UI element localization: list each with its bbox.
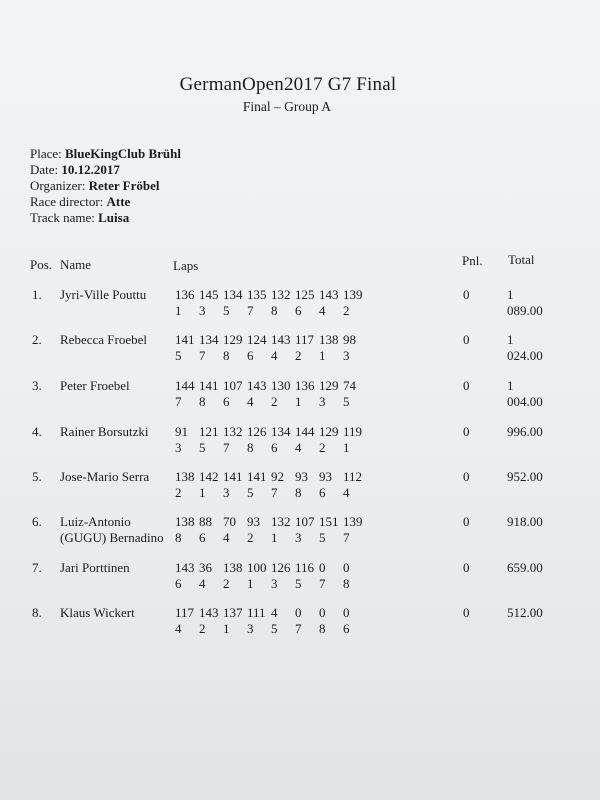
total-line: 918.00	[507, 514, 543, 529]
lane-number: 6	[295, 303, 302, 318]
lap-count: 144	[295, 424, 315, 439]
row-position: 6.	[32, 514, 42, 529]
lap-count: 0	[343, 560, 350, 575]
row-position: 7.	[32, 560, 42, 575]
lane-number: 5	[271, 621, 278, 636]
total-line: 024.00	[507, 348, 543, 363]
row-driver-name	[60, 469, 149, 485]
lap-counts-line	[175, 378, 367, 394]
row-penalty: 0	[463, 424, 470, 439]
row-penalty: 0	[463, 560, 470, 575]
lane-number: 1	[271, 530, 278, 545]
lap-count: 132	[271, 287, 291, 302]
row-total	[507, 287, 555, 319]
row-total	[507, 332, 555, 364]
row-total	[507, 605, 555, 621]
document-subtitle: Final – Group A	[242, 99, 332, 114]
lap-count: 138	[223, 560, 243, 575]
lap-count: 70	[223, 514, 236, 529]
lap-count: 4	[271, 605, 278, 620]
lane-number: 6	[247, 348, 254, 363]
lane-number: 4	[343, 485, 350, 500]
lap-count: 136	[175, 287, 195, 302]
driver-name-line: Peter Froebel	[60, 378, 130, 393]
row-penalty: 0	[463, 287, 470, 302]
date-row	[30, 162, 181, 178]
lap-count: 98	[343, 332, 356, 347]
lap-count: 144	[175, 378, 195, 393]
lap-count: 124	[247, 332, 267, 347]
lane-number: 5	[199, 440, 206, 455]
lane-number: 2	[271, 394, 278, 409]
lap-count: 107	[295, 514, 315, 529]
lap-count: 143	[271, 332, 291, 347]
driver-name-line: (GUGU) Bernadino	[60, 530, 164, 545]
lap-count: 112	[343, 469, 363, 484]
row-total	[507, 424, 555, 440]
lap-count: 119	[343, 424, 363, 439]
total-line: 952.00	[507, 469, 543, 484]
lap-counts-line	[175, 424, 367, 440]
header-total: Total	[508, 252, 535, 267]
lap-count: 100	[247, 560, 267, 575]
lane-number: 3	[199, 303, 206, 318]
lap-counts-line	[175, 560, 367, 576]
row-laps	[175, 378, 367, 410]
driver-name-line: Jose-Mario Serra	[60, 469, 150, 484]
date-value: 10.12.2017	[61, 162, 120, 177]
header-name: Name	[60, 257, 92, 272]
lap-counts-line	[175, 514, 367, 530]
organizer-row	[30, 178, 181, 194]
lane-number: 1	[199, 485, 206, 500]
lane-number: 3	[319, 394, 326, 409]
race-director-row	[30, 194, 181, 210]
lane-numbers-line	[175, 621, 367, 637]
lap-counts-line	[175, 605, 367, 621]
row-driver-name	[60, 332, 147, 348]
lap-counts-line	[175, 469, 367, 485]
total-line: 004.00	[507, 394, 543, 409]
lane-number: 4	[319, 303, 326, 318]
lap-count: 134	[271, 424, 291, 439]
lane-number: 1	[319, 348, 326, 363]
place-label: Place:	[30, 146, 62, 161]
lane-number: 3	[295, 530, 302, 545]
lane-number: 8	[199, 394, 206, 409]
row-position: 2.	[32, 332, 42, 347]
lap-count: 0	[319, 560, 326, 575]
lap-count: 143	[175, 560, 195, 575]
row-penalty: 0	[463, 605, 470, 620]
lap-count: 126	[271, 560, 291, 575]
organizer-value: Reter Fröbel	[88, 178, 160, 193]
lap-count: 138	[175, 469, 195, 484]
lane-numbers-line	[175, 530, 367, 546]
track-row	[30, 210, 181, 226]
row-laps	[175, 424, 367, 456]
lap-count: 0	[295, 605, 302, 620]
lane-number: 6	[223, 394, 230, 409]
row-penalty: 0	[463, 378, 470, 393]
lane-number: 2	[319, 440, 326, 455]
row-total	[507, 514, 555, 530]
lane-number: 4	[247, 394, 254, 409]
lap-count: 117	[175, 605, 195, 620]
document-title: GermanOpen2017 G7 Final	[179, 74, 397, 95]
lane-number: 7	[175, 394, 182, 409]
driver-name-line: Klaus Wickert	[60, 605, 135, 620]
lap-count: 134	[223, 287, 243, 302]
lane-number: 3	[223, 485, 230, 500]
driver-name-line: Rainer Borsutzki	[60, 424, 149, 439]
lap-count: 126	[247, 424, 267, 439]
lane-numbers-line	[175, 348, 367, 364]
driver-name-line: Rebecca Froebel	[60, 332, 147, 347]
lane-number: 8	[319, 621, 326, 636]
event-info	[30, 146, 181, 226]
lane-number: 5	[175, 348, 182, 363]
lane-number: 4	[271, 348, 278, 363]
lane-number: 1	[175, 303, 182, 318]
lane-number: 2	[247, 530, 254, 545]
lap-count: 134	[199, 332, 219, 347]
lane-numbers-line	[175, 394, 367, 410]
lane-number: 5	[319, 530, 326, 545]
lap-count: 91	[175, 424, 188, 439]
header-pos: Pos.	[30, 257, 53, 272]
lap-count: 143	[199, 605, 219, 620]
lane-number: 6	[175, 576, 182, 591]
row-driver-name	[60, 514, 164, 546]
lane-number: 8	[223, 348, 230, 363]
row-driver-name	[60, 287, 146, 303]
lane-number: 8	[343, 576, 350, 591]
lane-number: 6	[319, 485, 326, 500]
lane-number: 1	[247, 576, 254, 591]
row-laps	[175, 514, 367, 546]
lane-number: 8	[175, 530, 182, 545]
lap-count: 137	[223, 605, 243, 620]
row-total	[507, 469, 555, 485]
lane-numbers-line	[175, 485, 367, 501]
race-director-label: Race director:	[30, 194, 104, 209]
lap-count: 135	[247, 287, 267, 302]
lane-number: 7	[247, 303, 254, 318]
lane-number: 2	[199, 621, 206, 636]
lap-count: 141	[247, 469, 267, 484]
row-position: 5.	[32, 469, 42, 484]
lap-count: 93	[295, 469, 308, 484]
lap-count: 141	[175, 332, 195, 347]
row-driver-name	[60, 560, 130, 576]
place-value: BlueKingClub Brühl	[65, 146, 181, 161]
row-position: 3.	[32, 378, 42, 393]
lap-count: 141	[199, 378, 219, 393]
lap-count: 121	[199, 424, 219, 439]
organizer-label: Organizer:	[30, 178, 86, 193]
driver-name-line: Luiz-Antonio	[60, 514, 131, 529]
row-laps	[175, 469, 367, 501]
lane-number: 8	[247, 440, 254, 455]
total-line: 1	[507, 332, 514, 347]
lane-number: 5	[223, 303, 230, 318]
lane-number: 6	[199, 530, 206, 545]
lap-count: 139	[343, 287, 363, 302]
lap-counts-line	[175, 332, 367, 348]
lane-number: 1	[295, 394, 302, 409]
lap-count: 145	[199, 287, 219, 302]
lap-count: 151	[319, 514, 339, 529]
lane-number: 2	[295, 348, 302, 363]
lap-count: 107	[223, 378, 243, 393]
lap-count: 132	[223, 424, 243, 439]
total-line: 512.00	[507, 605, 543, 620]
lap-count: 141	[223, 469, 243, 484]
lap-count: 93	[319, 469, 332, 484]
date-label: Date:	[30, 162, 59, 177]
lap-count: 143	[247, 378, 267, 393]
lap-count: 0	[343, 605, 350, 620]
lane-number: 8	[271, 303, 278, 318]
lane-numbers-line	[175, 576, 367, 592]
lane-number: 7	[295, 621, 302, 636]
row-driver-name	[60, 605, 135, 621]
lap-count: 129	[223, 332, 243, 347]
lap-count: 138	[175, 514, 195, 529]
total-line: 1	[507, 378, 514, 393]
row-laps	[175, 332, 367, 364]
header-laps: Laps	[173, 258, 199, 273]
lane-number: 7	[223, 440, 230, 455]
lap-count: 138	[319, 332, 339, 347]
row-position: 1.	[32, 287, 42, 302]
lane-number: 5	[343, 394, 350, 409]
header-pnl: Pnl.	[462, 253, 483, 268]
row-total	[507, 560, 555, 576]
lap-count: 117	[295, 332, 315, 347]
lane-number: 6	[343, 621, 350, 636]
lane-number: 3	[271, 576, 278, 591]
lap-counts-line	[175, 287, 367, 303]
lap-count: 0	[319, 605, 326, 620]
lane-number: 4	[223, 530, 230, 545]
row-penalty: 0	[463, 469, 470, 484]
lane-number: 3	[175, 440, 182, 455]
row-laps	[175, 605, 367, 637]
track-value: Luisa	[98, 210, 130, 225]
lap-count: 88	[199, 514, 212, 529]
row-position: 8.	[32, 605, 42, 620]
lap-count: 129	[319, 378, 339, 393]
lane-number: 2	[223, 576, 230, 591]
total-line: 996.00	[507, 424, 543, 439]
row-driver-name	[60, 424, 148, 440]
driver-name-line: Jyri-Ville Pouttu	[60, 287, 147, 302]
lane-number: 4	[199, 576, 206, 591]
lap-count: 74	[343, 378, 356, 393]
total-line: 089.00	[507, 303, 543, 318]
lane-number: 7	[271, 485, 278, 500]
lap-count: 139	[343, 514, 363, 529]
lane-number: 2	[343, 303, 350, 318]
lane-number: 4	[175, 621, 182, 636]
lap-count: 136	[295, 378, 315, 393]
total-line: 659.00	[507, 560, 543, 575]
lane-number: 8	[295, 485, 302, 500]
lane-number: 3	[343, 348, 350, 363]
lane-number: 1	[343, 440, 350, 455]
lap-count: 132	[271, 514, 291, 529]
lap-count: 143	[319, 287, 339, 302]
lane-number: 7	[343, 530, 350, 545]
lane-number: 2	[175, 485, 182, 500]
race-director-value: Atte	[106, 194, 131, 209]
lane-number: 5	[247, 485, 254, 500]
driver-name-line: Jari Porttinen	[60, 560, 130, 575]
row-driver-name	[60, 378, 130, 394]
lane-number: 7	[319, 576, 326, 591]
row-laps	[175, 560, 367, 592]
row-total	[507, 378, 555, 410]
lap-count: 129	[319, 424, 339, 439]
row-penalty: 0	[463, 332, 470, 347]
lane-number: 1	[223, 621, 230, 636]
lap-count: 116	[295, 560, 315, 575]
lane-number: 4	[295, 440, 302, 455]
row-penalty: 0	[463, 514, 470, 529]
lap-count: 130	[271, 378, 291, 393]
lane-number: 3	[247, 621, 254, 636]
row-position: 4.	[32, 424, 42, 439]
lane-numbers-line	[175, 303, 367, 319]
lap-count: 142	[199, 469, 219, 484]
lane-number: 7	[199, 348, 206, 363]
lap-count: 36	[199, 560, 212, 575]
lap-count: 93	[247, 514, 260, 529]
track-label: Track name:	[30, 210, 95, 225]
total-line: 1	[507, 287, 514, 302]
row-laps	[175, 287, 367, 319]
lane-number: 6	[271, 440, 278, 455]
lap-count: 111	[247, 605, 266, 620]
lane-number: 5	[295, 576, 302, 591]
lap-count: 92	[271, 469, 284, 484]
place-row	[30, 146, 181, 162]
lane-numbers-line	[175, 440, 367, 456]
lap-count: 125	[295, 287, 315, 302]
